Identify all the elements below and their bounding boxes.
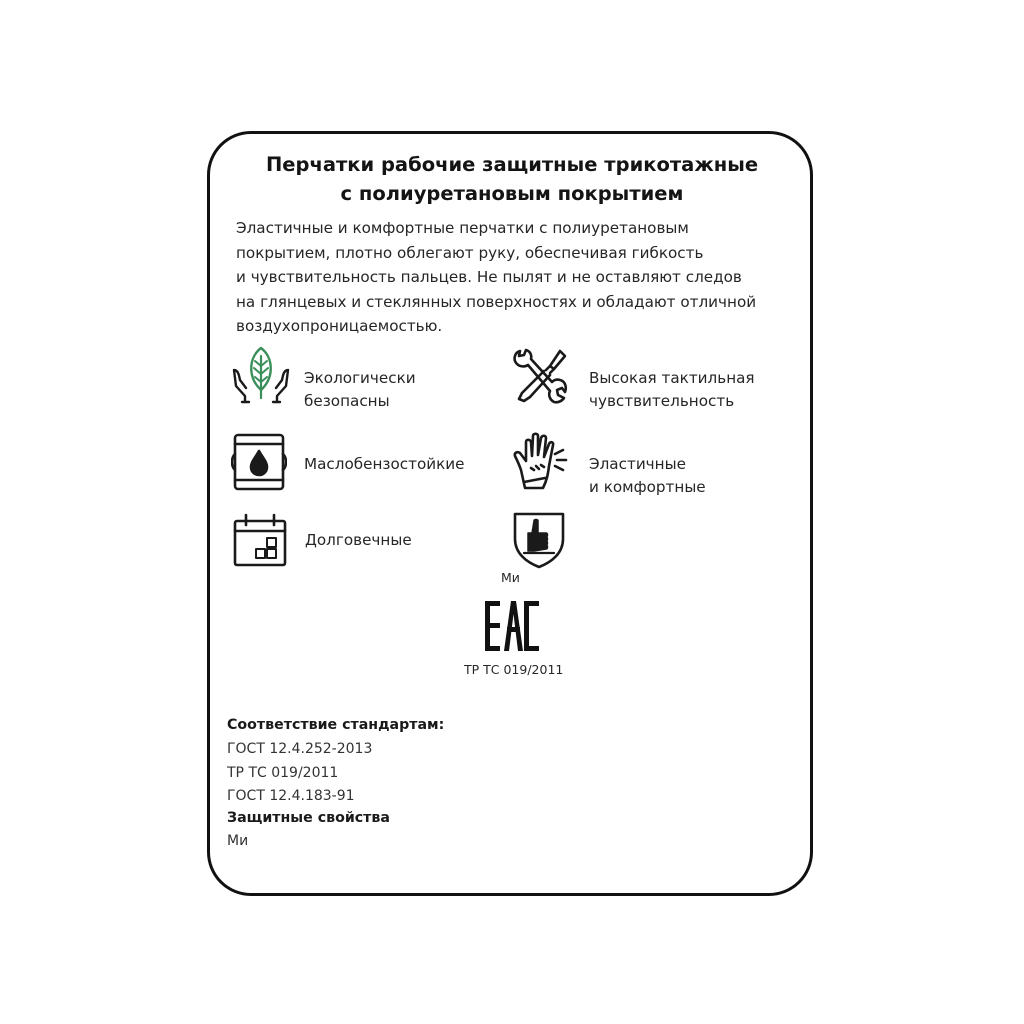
protection-shield-icon xyxy=(512,511,566,569)
standard-item: ТР ТС 019/2011 xyxy=(227,765,339,781)
feature-label-line: безопасны xyxy=(304,392,390,410)
calendar-icon xyxy=(232,512,288,568)
protective-properties-value: Ми xyxy=(227,833,249,849)
standard-item: ГОСТ 12.4.252-2013 xyxy=(227,741,373,757)
feature-label-eco xyxy=(304,367,416,413)
feature-label-line: Маслобензостойкие xyxy=(304,455,465,473)
description-line: Эластичные и комфортные перчатки с полиуретановым xyxy=(236,219,689,237)
feature-label-line: и комфортные xyxy=(589,478,706,496)
oil-barrel-icon xyxy=(231,432,287,492)
eac-caption: ТР ТС 019/2011 xyxy=(464,662,564,677)
feature-label-line: Экологически xyxy=(304,369,416,387)
feature-label-tactile xyxy=(589,367,755,413)
feature-label-line: Высокая тактильная xyxy=(589,369,755,387)
description-line: и чувствительность пальцев. Не пылят и не оставляют следов xyxy=(236,268,742,286)
description-line: покрытием, плотно облегают руку, обеспечивая гибкость xyxy=(236,244,704,262)
description-line: воздухопроницаемостью. xyxy=(236,317,443,335)
protective-properties-heading: Защитные свойства xyxy=(227,810,390,826)
feature-label-durable xyxy=(305,529,412,552)
standards-heading: Соответствие стандартам: xyxy=(227,717,445,733)
eac-mark-icon xyxy=(484,600,540,656)
title-line-1: Перчатки рабочие защитные трикотажные xyxy=(265,153,759,176)
standard-item: ГОСТ 12.4.183-91 xyxy=(227,788,355,804)
feature-label-line: Эластичные xyxy=(589,455,686,473)
description-line: на глянцевых и стеклянных поверхностях и обладают отличной xyxy=(236,293,757,311)
tools-icon xyxy=(510,347,568,405)
protection-badge-label: Ми xyxy=(501,570,520,585)
feature-label-oil xyxy=(304,453,465,476)
feature-label-elastic xyxy=(589,453,706,499)
leaf-hands-icon xyxy=(230,344,292,406)
title-line-2: с полиуретановым покрытием xyxy=(340,182,684,205)
feature-label-line: Долговечные xyxy=(305,531,412,549)
feature-label-line: чувствительность xyxy=(589,392,735,410)
glove-icon xyxy=(511,430,569,492)
